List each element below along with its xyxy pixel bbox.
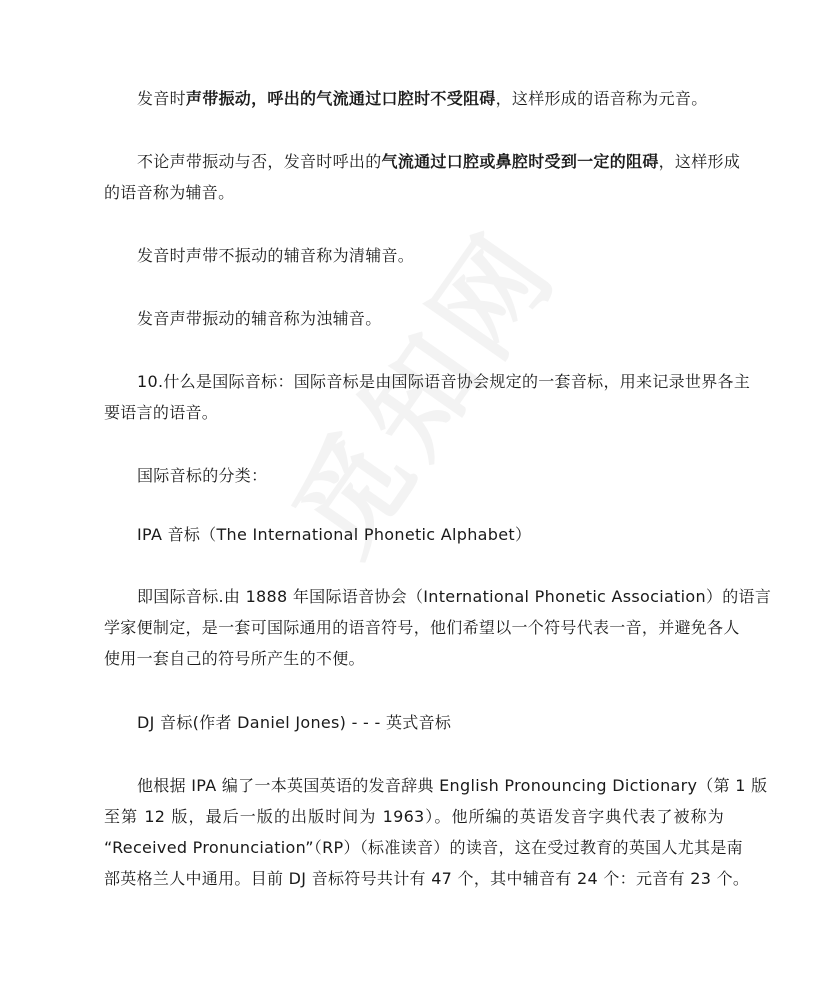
text-segment: IPA 音标（The International Phonetic Alphabet） xyxy=(137,525,532,544)
text-segment: 使用一套自己的符号所产生的不便。 xyxy=(104,649,365,668)
text-segment: 部英格兰人中通用。目前 DJ 音标符号共计有 47 个，其中辅音有 24 个：元音有 23 个。 xyxy=(104,869,750,888)
text-segment: 发音声带振动的辅音称为浊辅音。 xyxy=(137,309,382,328)
text-segment: “Received Pronunciation”（RP）（标准读音）的读音，这在受过教育的英国人尤其是南 xyxy=(104,838,743,857)
paragraph-ipa-description-line-2 xyxy=(104,618,740,638)
paragraph-what-is-ipa-line-1 xyxy=(137,372,751,392)
bold-text-segment: 气流通过口腔或鼻腔时受到一定的阻碍 xyxy=(381,152,659,171)
paragraph-ipa-classification xyxy=(137,466,267,486)
text-segment: 发音时 xyxy=(137,89,186,108)
text-segment: 10.什么是国际音标：国际音标是由国际语音协会规定的一套音标，用来记录世界各主 xyxy=(137,372,751,391)
text-segment: 至第 12 版，最后一版的出版时间为 1963）。他所编的英语发音字典代表了被称为 xyxy=(104,807,724,826)
paragraph-consonant-definition-line-2 xyxy=(104,183,234,203)
paragraph-voiced-consonant xyxy=(137,309,382,329)
paragraph-voiceless-consonant xyxy=(137,246,414,266)
paragraph-dj-description-line-4 xyxy=(104,869,749,889)
text-segment: 国际音标的分类： xyxy=(137,466,268,485)
text-segment: 学家便制定，是一套可国际通用的语音符号，他们希望以一个符号代表一音，并避免各人 xyxy=(104,618,740,637)
text-segment: 要语言的语音。 xyxy=(104,403,219,422)
paragraph-vowel-definition xyxy=(137,89,708,109)
text-segment: 的语音称为辅音。 xyxy=(104,183,235,202)
heading-ipa xyxy=(137,525,531,545)
text-segment: ，这样形成的语音称为元音。 xyxy=(495,89,708,108)
text-segment: 发音时声带不振动的辅音称为清辅音。 xyxy=(137,246,415,265)
paragraph-dj-description-line-2 xyxy=(104,807,724,827)
paragraph-what-is-ipa-line-2 xyxy=(104,403,218,423)
text-segment: 他根据 IPA 编了一本英国英语的发音辞典 English Pronouncing Dictionary（第 1 版 xyxy=(137,776,768,795)
paragraph-dj-description-line-3 xyxy=(104,838,743,858)
bold-text-segment: 声带振动，呼出的气流通过口腔时不受阻碍 xyxy=(185,89,496,108)
paragraph-ipa-description-line-3 xyxy=(104,649,365,669)
text-segment: DJ 音标(作者 Daniel Jones) - - - 英式音标 xyxy=(137,713,452,732)
heading-dj xyxy=(137,713,451,733)
paragraph-dj-description-line-1 xyxy=(137,776,768,796)
paragraph-consonant-definition-line-1 xyxy=(137,152,741,172)
text-segment: 即国际音标.由 1888 年国际语音协会（International Phonetic Association）的语言 xyxy=(137,587,772,606)
text-segment: 不论声带振动与否，发音时呼出的 xyxy=(137,152,382,171)
text-segment: ，这样形成 xyxy=(658,152,741,171)
paragraph-ipa-description-line-1 xyxy=(137,587,772,607)
